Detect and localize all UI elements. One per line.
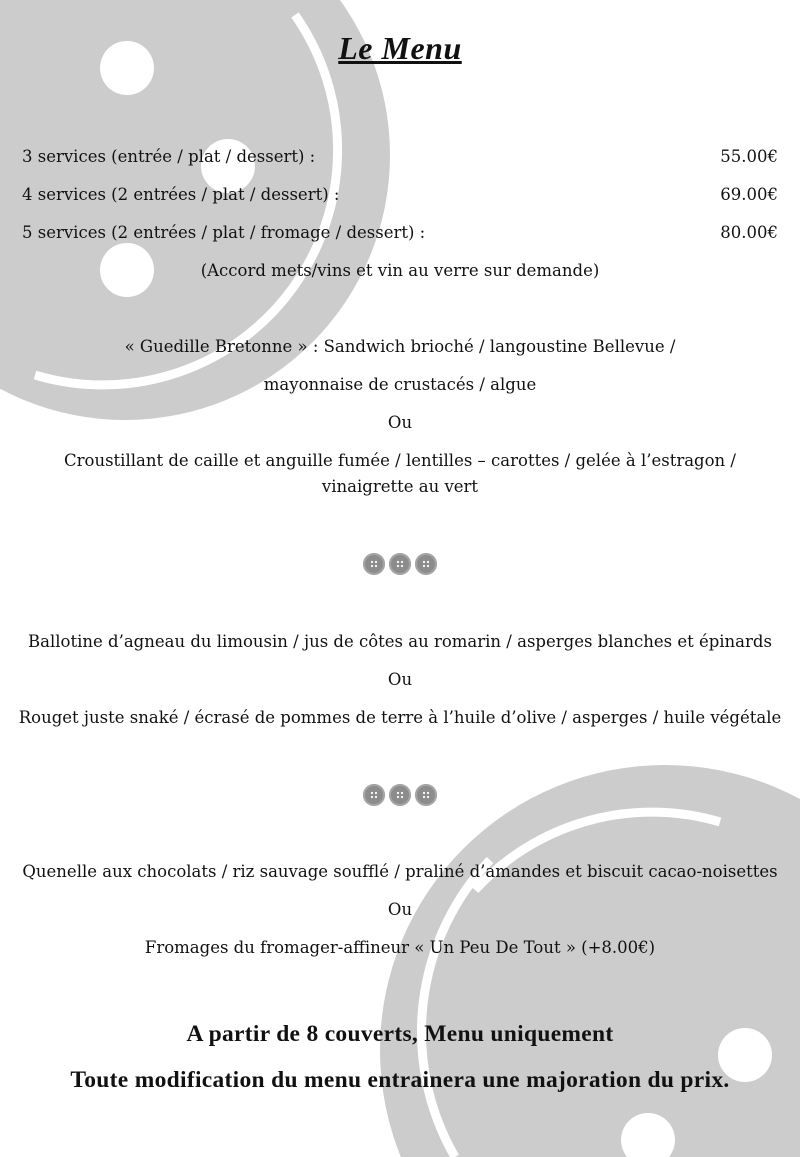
button-icon: [363, 553, 385, 575]
footer-group-notice: A partir de 8 couverts, Menu uniquement: [186, 1021, 614, 1047]
dessert-or-separator: Ou: [387, 900, 413, 919]
pairing-note: (Accord mets/vins et vin au verre sur demande): [200, 261, 600, 280]
formula-4-services-price: 69.00€: [720, 185, 778, 204]
main-option-1: Ballotine d’agneau du limousin / jus de côtes au romarin / asperges blanches et épinards: [28, 632, 772, 651]
formula-5-services-label: 5 services (2 entrées / plat / fromage / dessert) :: [22, 223, 426, 242]
button-icon: [415, 784, 437, 806]
course-separator-2: [0, 784, 800, 806]
formula-3-services-label: 3 services (entrée / plat / dessert) :: [22, 147, 316, 166]
starter-or-separator: Ou: [387, 413, 413, 432]
dessert-option-2: Fromages du fromager-affineur « Un Peu De Tout » (+8.00€): [144, 938, 656, 957]
formula-4-services-label: 4 services (2 entrées / plat / dessert) :: [22, 185, 340, 204]
button-icon: [363, 784, 385, 806]
page-title: Le Menu: [338, 30, 462, 66]
starter-option-1-line-2: mayonnaise de crustacés / algue: [263, 375, 537, 394]
button-icon: [389, 553, 411, 575]
starter-option-1-line-1: « Guedille Bretonne » : Sandwich brioché / langoustine Bellevue /: [124, 337, 676, 356]
formula-3-services-price: 55.00€: [720, 147, 778, 166]
dessert-option-1: Quenelle aux chocolats / riz sauvage soufflé / praliné d’amandes et biscuit cacao-noisettes: [22, 862, 778, 881]
main-or-separator: Ou: [387, 670, 413, 689]
course-separator-1: [0, 553, 800, 575]
main-option-2: Rouget juste snaké / écrasé de pommes de terre à l’huile d’olive / asperges / huile végétale: [18, 708, 782, 727]
footer-modification-notice: Toute modification du menu entrainera une majoration du prix.: [70, 1067, 730, 1093]
formula-5-services-price: 80.00€: [720, 223, 778, 242]
starter-option-2: Croustillant de caille et anguille fumée / lentilles – carottes / gelée à l’estragon / vinaigrette au vert: [64, 451, 736, 496]
button-icon: [389, 784, 411, 806]
button-icon: [415, 553, 437, 575]
